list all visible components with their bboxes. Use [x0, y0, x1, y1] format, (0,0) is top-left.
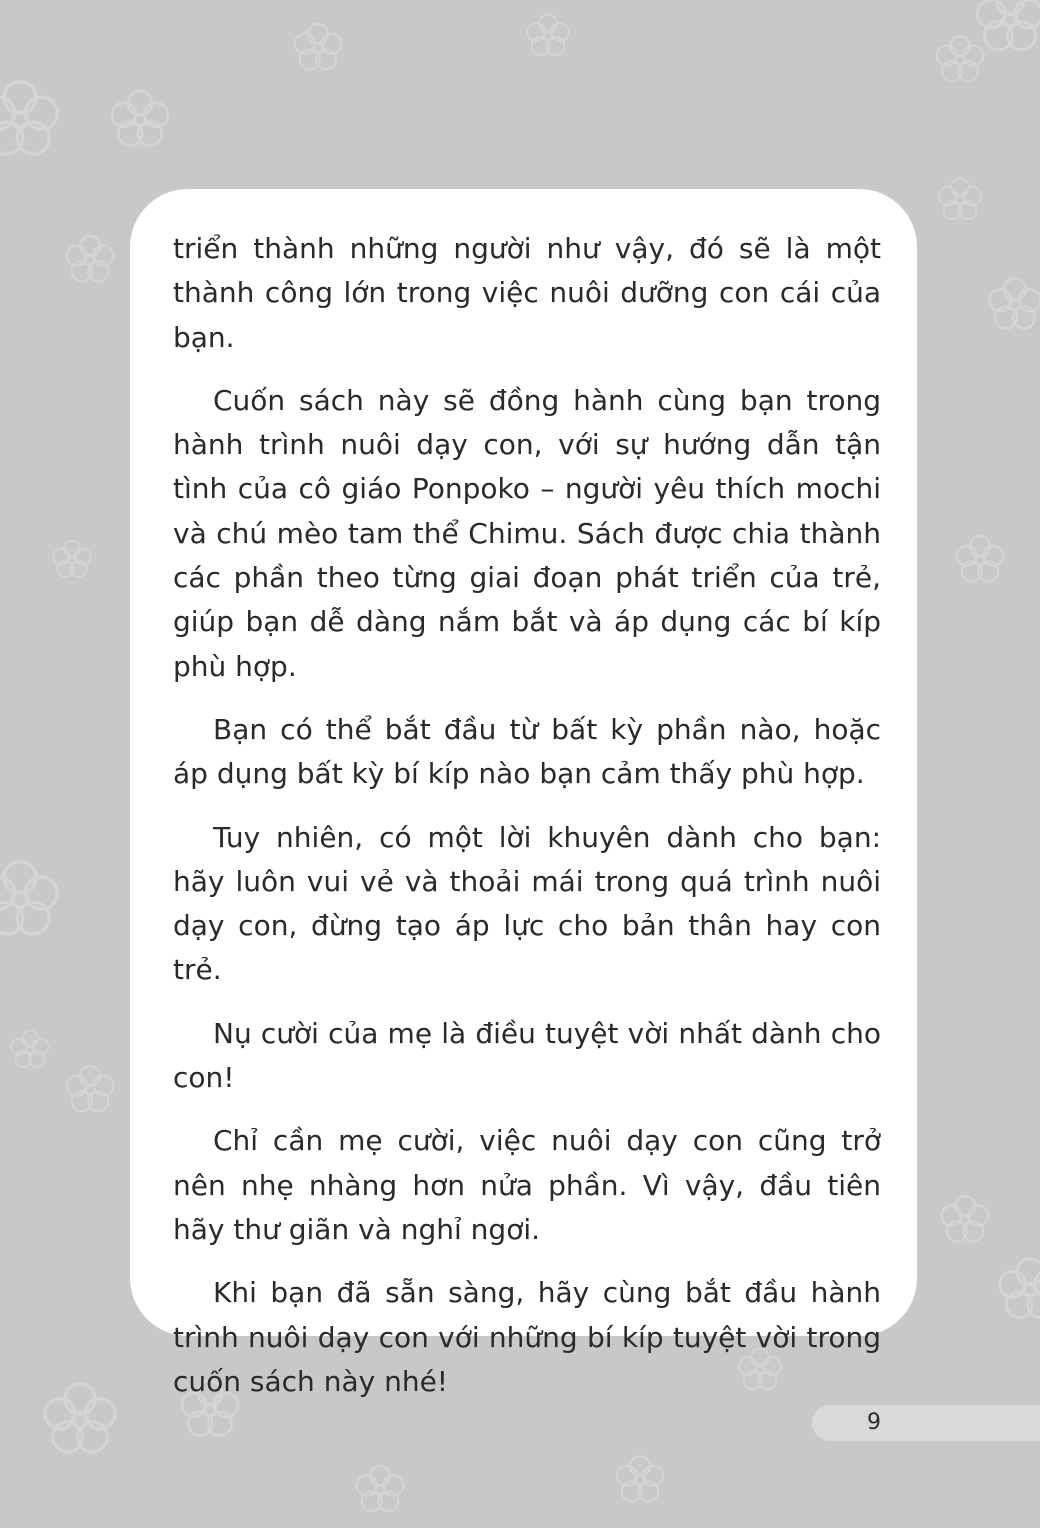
paragraph-3: Bạn có thể bắt đầu từ bất kỳ phần nào, hoặc áp dụng bất kỳ bí kíp nào bạn cảm thấy phù hợp. — [173, 712, 881, 791]
page-number-tab — [812, 1405, 1040, 1441]
paragraph-1: triển thành những người như vậy, đó sẽ là một thành công lớn trong việc nuôi dưỡng con cái của bạn. — [173, 232, 881, 354]
paragraph-4: Tuy nhiên, có một lời khuyên dành cho bạn: hãy luôn vui vẻ và thoải mái trong quá trình nuôi dạy con, đừng tạo áp lực cho bản thân hay con trẻ. — [173, 820, 881, 987]
paragraph-7: Khi bạn đã sẵn sàng, hãy cùng bắt đầu hành trình nuôi dạy con với những bí kíp tuyệt vời trong cuốn sách này nhé! — [173, 1276, 881, 1398]
paragraph-2: Cuốn sách này sẽ đồng hành cùng bạn trong hành trình nuôi dạy con, với sự hướng dẫn tận tình của cô giáo Ponpoko – người yêu thích mochi và chú mèo tam thể Chimu. Sách được chia thành các phần theo từng giai đoạn phát triển của trẻ, giúp bạn dễ dàng nắm bắt và áp dụng các bí kíp phù hợp. — [173, 383, 881, 683]
paragraph-5: Nụ cười của mẹ là điều tuyệt vời nhất dành cho con! — [173, 1016, 881, 1095]
text-card — [130, 189, 917, 1398]
page-number: 9 — [867, 1410, 881, 1435]
paragraph-6: Chỉ cần mẹ cười, việc nuôi dạy con cũng trở nên nhẹ nhàng hơn nửa phần. Vì vậy, đầu tiên hãy thư giãn và nghỉ ngơi. — [173, 1124, 881, 1246]
